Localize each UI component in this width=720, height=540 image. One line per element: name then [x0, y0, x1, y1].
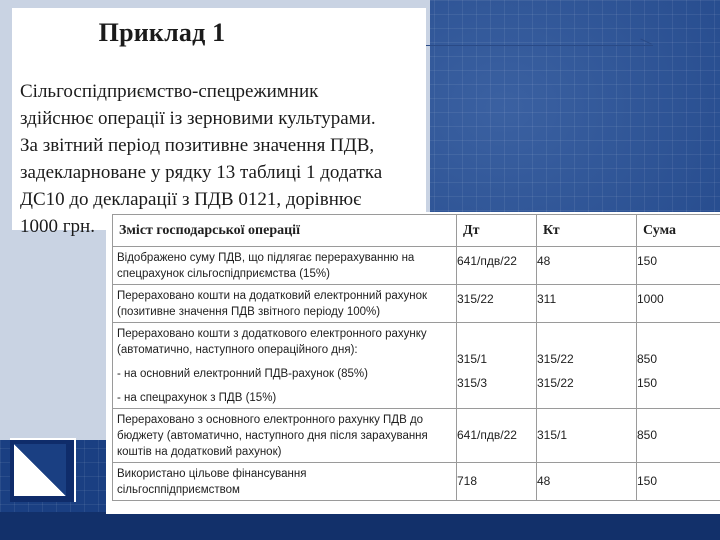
operation-line: (позитивне значення ПДВ звітного періоду 100%) — [117, 306, 381, 318]
paragraph-line: задекларноване у рядку 13 таблиці 1 додатка — [20, 162, 383, 183]
dt-value: 315/1 — [457, 352, 488, 366]
operation-cell — [113, 463, 457, 501]
operation-cell — [113, 247, 457, 285]
kt-cell: 48 — [537, 247, 637, 285]
accounting-entries-table — [112, 214, 720, 501]
kt-cell: 315/1 — [537, 409, 637, 463]
sub-operation-line: - на спецрахунок з ПДВ (15%) — [117, 392, 277, 404]
operation-cell — [113, 409, 457, 463]
sum-cell: 1000 — [637, 285, 720, 323]
header-sum: Сума — [637, 215, 720, 247]
table-row — [113, 463, 720, 501]
sum-value: 150 — [637, 376, 658, 390]
operation-line: коштів на додатковий рахунок) — [117, 446, 282, 458]
dt-cell — [457, 323, 537, 409]
sum-value: 850 — [637, 352, 658, 366]
sum-cell: 850 — [637, 409, 720, 463]
paragraph-line: ДС10 до декларації з ПДВ 0121, дорівнює — [20, 189, 362, 210]
operation-line: сільгосппідприємством — [117, 484, 240, 496]
decorative-line — [425, 45, 653, 46]
paragraph-line: За звітний період позитивне значення ПДВ, — [20, 135, 375, 156]
operation-line: спецрахунок сільгоспідприємства (15%) — [117, 268, 330, 280]
table-header-row — [113, 215, 720, 247]
operation-line: Перераховано з основного електронного рахунку ПДВ до — [117, 414, 424, 426]
dt-cell: 718 — [457, 463, 537, 501]
table-row — [113, 409, 720, 463]
header-kt: Кт — [537, 215, 637, 247]
corner-triangle-decoration — [14, 444, 66, 496]
dt-cell: 641/пдв/22 — [457, 247, 537, 285]
page-title: Приклад 1 — [98, 18, 226, 47]
kt-value: 315/22 — [537, 352, 574, 366]
slide-bottom-bar — [0, 512, 720, 540]
sum-cell: 150 — [637, 463, 720, 501]
operation-line: Перераховано кошти з додаткового електронного рахунку — [117, 328, 427, 340]
header-dt: Дт — [457, 215, 537, 247]
operation-line: Перераховано кошти на додатковий електронний рахунок — [117, 290, 428, 302]
table-row — [113, 285, 720, 323]
table-row — [113, 247, 720, 285]
dt-cell: 641/пдв/22 — [457, 409, 537, 463]
paragraph-line: Сільгоспідприємство-спецрежимник — [20, 81, 319, 102]
operation-cell — [113, 323, 457, 409]
operation-cell — [113, 285, 457, 323]
sum-cell: 150 — [637, 247, 720, 285]
kt-cell: 311 — [537, 285, 637, 323]
operation-line: Відображено суму ПДВ, що підлягає перерахуванню на — [117, 252, 415, 264]
paragraph-line: здійснює операції із зерновими культурами. — [20, 108, 376, 129]
header-operation: Зміст господарської операції — [113, 215, 457, 247]
accounting-table-scan — [106, 212, 720, 514]
sub-operation-line: - на основний електронний ПДВ-рахунок (85%) — [117, 368, 368, 380]
operation-line: Використано цільове фінансування — [117, 468, 307, 480]
kt-cell — [537, 323, 637, 409]
operation-line: бюджету (автоматично, наступного дня після зарахування — [117, 430, 428, 442]
table-row — [113, 323, 720, 409]
operation-line: (автоматично, наступного операційного дня): — [117, 344, 358, 356]
kt-cell: 48 — [537, 463, 637, 501]
text-scan — [12, 8, 426, 237]
dt-cell: 315/22 — [457, 285, 537, 323]
dt-value: 315/3 — [457, 376, 488, 390]
paragraph-line: 1000 грн. — [20, 216, 95, 237]
sum-cell — [637, 323, 720, 409]
kt-value: 315/22 — [537, 376, 574, 390]
